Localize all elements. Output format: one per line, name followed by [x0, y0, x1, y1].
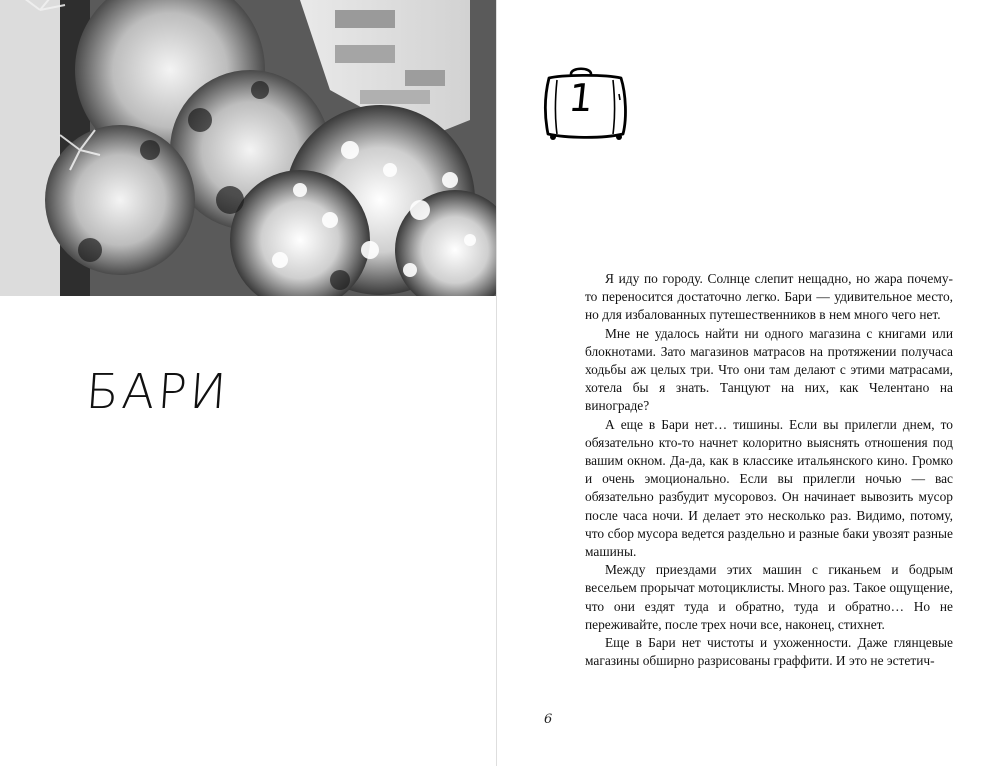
left-page	[0, 0, 497, 766]
paragraph: Я иду по городу. Солнце слепит нещадно, но жара почему-то переносится достаточно легко. Бари — удивительное место, но для избалованных путешественников в нем много чего нет.	[585, 271, 953, 323]
suitcase-chapter-badge	[541, 64, 631, 148]
paragraph: А еще в Бари нет… тишины. Если вы прилегли днем, то обязательно кто-то начнет колоритно выяснять отношения под вашим окном. Да-да, как в классике итальянского кино. Громко и очень эмоционально. Если вы прилегли ночью — вас обязательно разбудит мусоровоз. Он начинает вывозить мусор после часа ночи. И делает это несколько раз. Видимо, потому, что сбор мусора ведется раздельно и разные баки увозят разные машины.	[585, 416, 953, 560]
chapter-title: БАРИ	[84, 364, 231, 420]
chapter-number: 1	[566, 76, 596, 120]
page-number: 6	[544, 712, 553, 727]
paragraph: Мне не удалось найти ни одного магазина с книгами или блокнотами. Зато магазинов матрасов на протяжении получаса ходьбы аж целых три. Что они там делают с этими матрасами, хотела бы я знать. Танцуют на них, как Челентано на винограде?	[585, 325, 953, 414]
paragraph: Между приездами этих машин с гиканьем и бодрым весельем прорычат мотоциклисты. Много раз. Такое ощущение, что они ездят туда и обратно, туда и обратно… Но не переживайте, после трех ночи все, наконец, стихнет.	[585, 562, 953, 632]
chapter-body-text	[585, 270, 953, 670]
paragraph: Еще в Бари нет чистоты и ухоженности. Даже глянцевые магазины обширно разрисованы граффити. И это не эстетич-	[585, 635, 953, 669]
street-photo	[0, 0, 497, 296]
